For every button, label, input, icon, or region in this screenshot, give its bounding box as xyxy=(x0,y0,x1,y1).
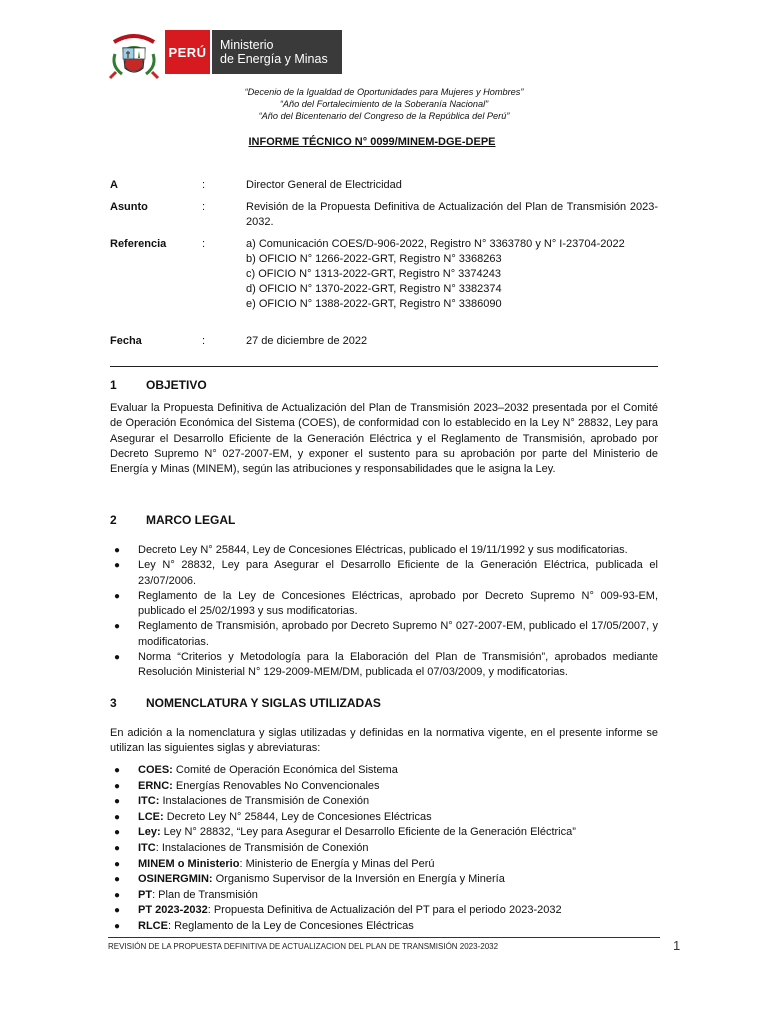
list-item-text: Decreto Ley N° 25844, Ley de Concesiones Eléctricas, publicado el 19/11/1992 y sus modificatorias. xyxy=(138,544,628,556)
sigla-term: PT 2023-2032 xyxy=(138,904,208,917)
list-item xyxy=(110,779,658,795)
ministry-logo xyxy=(212,30,342,74)
decenio-mottos xyxy=(0,86,768,122)
sigla-definition: Decreto Ley N° 25844, Ley de Concesiones Eléctricas xyxy=(163,810,432,823)
field-a-label: A xyxy=(110,179,118,191)
field-fecha-value: 27 de diciembre de 2022 xyxy=(246,335,368,347)
list-item xyxy=(110,872,658,888)
bullet-icon: ● xyxy=(114,811,121,823)
field-asunto-label: Asunto xyxy=(110,201,148,213)
bullet-icon: ● xyxy=(114,796,121,808)
section-number: 2 xyxy=(110,513,117,527)
sigla-definition: : Ministerio de Energía y Minas del Perú xyxy=(239,857,435,870)
bullet-icon: ● xyxy=(114,780,121,792)
sigla-definition: Ley N° 28832, “Ley para Asegurar el Desarrollo Eficiente de la Generación Eléctrica” xyxy=(160,826,576,839)
field-colon: : xyxy=(202,335,206,347)
bullet-icon: ● xyxy=(114,652,121,664)
field-colon: : xyxy=(202,201,206,213)
list-item xyxy=(110,903,658,919)
ministry-line-1: Ministerio xyxy=(220,38,274,52)
page-number: 1 xyxy=(673,938,681,953)
list-item xyxy=(110,794,658,810)
motto-line: “Decenio de la Igualdad de Oportunidades para Mujeres y Hombres” xyxy=(244,87,524,97)
list-item xyxy=(110,841,658,857)
sigla-term: MINEM o Ministerio xyxy=(138,857,240,870)
list-item xyxy=(110,919,658,935)
referencia-item: c) OFICIO N° 1313-2022-GRT, Registro N° 3374243 xyxy=(246,268,501,280)
ministry-line-2: de Energía y Minas xyxy=(220,52,328,66)
bullet-icon: ● xyxy=(114,889,121,901)
sigla-definition: Energías Renovables No Convencionales xyxy=(172,779,380,792)
section-3-heading xyxy=(110,696,381,710)
list-item xyxy=(110,825,658,841)
section-number: 1 xyxy=(110,378,117,392)
referencia-item: e) OFICIO N° 1388-2022-GRT, Registro N° 3386090 xyxy=(246,298,502,310)
section-title: NOMENCLATURA Y SIGLAS UTILIZADAS xyxy=(146,696,381,710)
referencia-item: d) OFICIO N° 1370-2022-GRT, Registro N° 3382374 xyxy=(246,283,502,295)
sigla-definition: Organismo Supervisor de la Inversión en Energía y Minería xyxy=(212,873,505,886)
nomenclatura-intro: En adición a la nomenclatura y siglas utilizadas y definidas en la normativa vigente, en el presente informe se utilizan las siguientes siglas y abreviaturas: xyxy=(110,727,658,755)
objetivo-paragraph: Evaluar la Propuesta Definitiva de Actualización del Plan de Transmisión 2023–2032 presentada por el Comité de Operación Económica del Sistema (COES), de conformidad con lo establecido en la Ley N° 28832, Ley para Asegurar el Desarrollo Eficiente de la Generación Eléctrica y el Reglamento de Transmisión, aprobado por Decreto Supremo N° 027-2007-EM, y exponer el sustento para su aprobación por parte del Ministerio de Energía y Minas (MINEM), según las atribuciones y responsabilidades que le asigna la Ley. xyxy=(110,402,658,476)
field-asunto-value: Revisión de la Propuesta Definitiva de Actualización del Plan de Transmisión 2023-2032. xyxy=(246,201,658,228)
header-divider xyxy=(110,366,658,367)
list-item-text: Ley N° 28832, Ley para Asegurar el Desarrollo Eficiente de la Generación Eléctrica, publicada el 23/07/2006. xyxy=(138,559,658,587)
sigla-term: ERNC: xyxy=(138,779,173,792)
sigla-definition: Instalaciones de Transmisión de Conexión xyxy=(159,795,370,808)
sigla-definition: : Instalaciones de Transmisión de Conexión xyxy=(155,841,369,854)
bullet-icon: ● xyxy=(114,545,121,556)
list-item xyxy=(110,857,658,873)
footer-divider xyxy=(108,937,660,938)
sigla-term: RLCE xyxy=(138,919,168,932)
section-number: 3 xyxy=(110,696,117,710)
bullet-icon: ● xyxy=(114,765,121,776)
sigla-definition: : Propuesta Definitiva de Actualización del PT para el periodo 2023-2032 xyxy=(207,904,562,917)
bullet-icon: ● xyxy=(114,874,121,886)
field-colon: : xyxy=(202,238,206,250)
bullet-icon: ● xyxy=(114,858,121,870)
sigla-term: ITC xyxy=(138,841,156,854)
bullet-icon: ● xyxy=(114,827,121,839)
field-a-value: Director General de Electricidad xyxy=(246,179,402,191)
list-item-text: Norma “Criterios y Metodología para la Elaboración del Plan de Transmisión”, aprobados mediante Resolución Ministerial N° 129-2009-MEM/DM, publicada el 07/03/2009, y modificatorias. xyxy=(138,651,658,679)
sigla-definition: : Plan de Transmisión xyxy=(152,888,258,901)
list-item-text: Reglamento de la Ley de Concesiones Eléctricas, aprobado por Decreto Supremo N° 009-93-EM, publicado el 25/02/1993 y sus modificatorias. xyxy=(138,589,658,618)
footer-text: REVISIÓN DE LA PROPUESTA DEFINITIVA DE ACTUALIZACION DEL PLAN DE TRANSMISIÓN 2023-2032 xyxy=(108,942,499,951)
bullet-icon: ● xyxy=(114,905,121,917)
referencia-list xyxy=(246,237,658,312)
motto-line: “Año del Bicentenario del Congreso de la República del Perú” xyxy=(258,111,510,121)
list-item xyxy=(110,543,658,558)
sigla-term: PT xyxy=(138,888,153,901)
list-item xyxy=(110,558,658,589)
peru-logo-label: PERÚ xyxy=(165,30,210,74)
referencia-item: a) Comunicación COES/D-906-2022, Registro N° 3363780 y N° I-23704-2022 xyxy=(246,238,625,250)
list-item xyxy=(110,589,658,620)
peru-coat-of-arms-icon xyxy=(106,28,162,84)
motto-line: “Año del Fortalecimiento de la Soberanía Nacional” xyxy=(279,99,489,109)
report-title: INFORME TÉCNICO N° 0099/MINEM-DGE-DEPE xyxy=(248,136,496,148)
bullet-icon: ● xyxy=(114,842,121,854)
sigla-definition: Comité de Operación Económica del Sistema xyxy=(172,764,398,776)
sigla-term: COES: xyxy=(138,764,173,776)
bullet-icon: ● xyxy=(114,920,121,932)
list-item xyxy=(110,619,658,650)
section-2-heading xyxy=(110,513,235,527)
section-title: OBJETIVO xyxy=(146,378,207,392)
list-item-text: Reglamento de Transmisión, aprobado por Decreto Supremo N° 027-2007-EM, publicado el 17/05/2007, y modificatorias. xyxy=(138,620,658,648)
sigla-term: ITC: xyxy=(138,795,160,808)
list-item xyxy=(110,888,658,904)
sigla-term: OSINERGMIN: xyxy=(138,873,213,886)
sigla-term: LCE: xyxy=(138,810,164,823)
field-referencia-label: Referencia xyxy=(110,238,167,250)
section-title: MARCO LEGAL xyxy=(146,513,236,527)
bullet-icon: ● xyxy=(114,590,121,602)
sigla-term: Ley: xyxy=(138,826,161,839)
list-item xyxy=(110,810,658,826)
field-fecha-label: Fecha xyxy=(110,335,142,347)
section-1-heading xyxy=(110,378,207,392)
marco-legal-list xyxy=(110,543,658,681)
list-item xyxy=(110,763,658,779)
sigla-definition: : Reglamento de la Ley de Concesiones Eléctricas xyxy=(167,919,414,932)
referencia-item: b) OFICIO N° 1266-2022-GRT, Registro N° 3368263 xyxy=(246,253,502,265)
bullet-icon: ● xyxy=(114,621,121,633)
bullet-icon: ● xyxy=(114,560,121,572)
field-colon: : xyxy=(202,179,206,191)
siglas-list xyxy=(110,763,658,935)
list-item xyxy=(110,650,658,681)
